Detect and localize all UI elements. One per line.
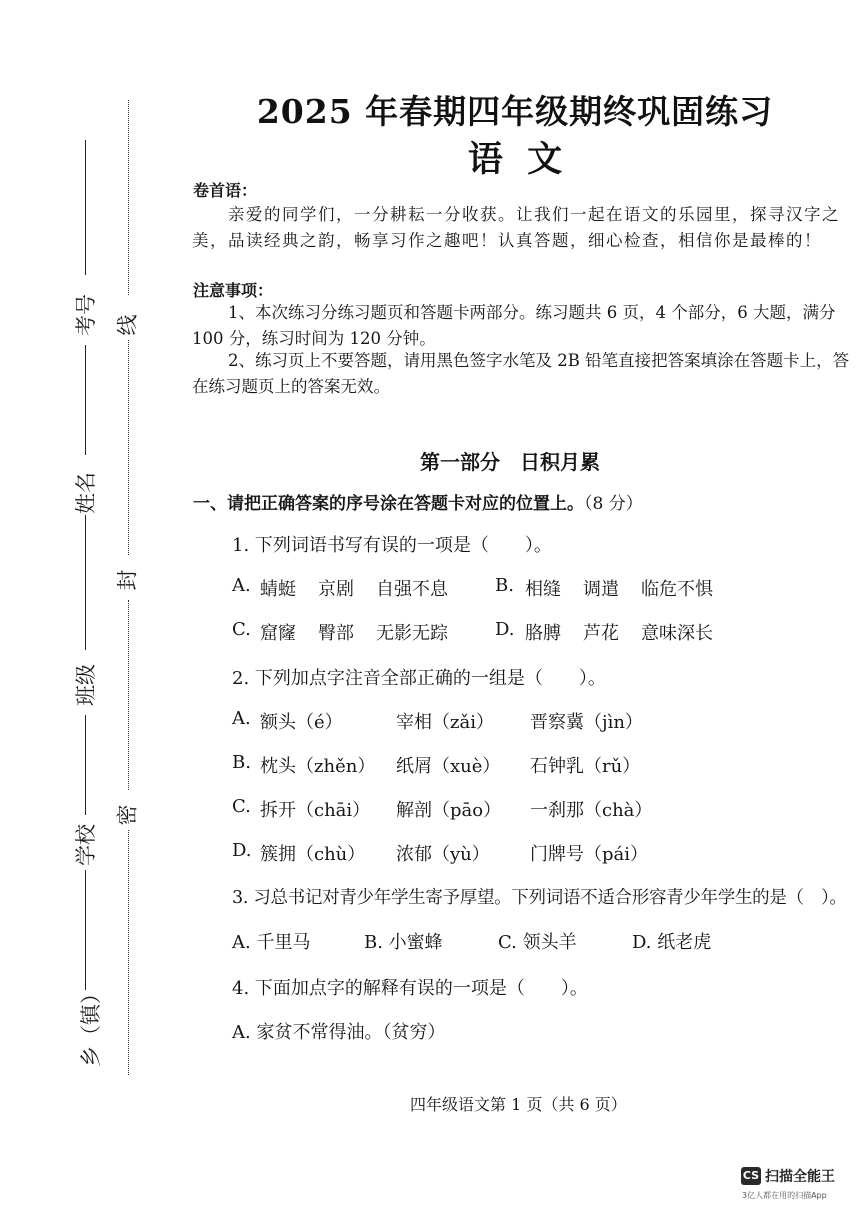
q2-c-item-2: 解剖（pāo） <box>396 800 502 821</box>
notes-item-1: 1、本次练习分练习题页和答题卡两部分。练习题共 6 页，4 个部分，6 大题，满分 100 分，练习时间为 120 分钟。 <box>192 303 836 348</box>
q4-option-a: A. 家贫不常得油。（贫穷） <box>232 1022 446 1043</box>
q1-a-word-1: 蜻蜓 <box>260 579 296 600</box>
scanner-app-name: 扫描全能王 <box>765 1169 835 1185</box>
binding-dotted-line-2 <box>128 340 129 555</box>
preface-label: 卷首语： <box>193 181 258 200</box>
binding-label-town: 乡（镇） <box>79 983 103 1067</box>
q2-d-item-2: 浓郁（yù） <box>396 844 490 865</box>
q1-b-letter: B. <box>495 575 514 596</box>
q2-b-letter: B. <box>232 752 251 773</box>
q1-b-word-3: 临危不惧 <box>641 579 713 600</box>
preface-text: 亲爱的同学们，一分耕耘一分收获。让我们一起在语文的乐园里，探寻汉字之美，品读经典之韵，畅享习作之趣吧！认真答题，细心检查，相信你是最棒的！ <box>192 205 840 250</box>
q2-d-item-1: 簇拥（chù） <box>260 844 366 865</box>
q2-a-item-2: 宰相（zǎi） <box>396 712 494 733</box>
q2-b-item-1: 枕头（zhěn） <box>260 756 376 777</box>
q2-b-item-2: 纸屑（xuè） <box>396 756 501 777</box>
q2-a-item-3: 晋察冀（jìn） <box>530 712 643 733</box>
q2-stem: 2. 下列加点字注音全部正确的一组是（ ）。 <box>232 668 606 689</box>
q1-c-word-3: 无影无踪 <box>376 623 448 644</box>
q1-d-letter: D. <box>495 619 515 640</box>
q1-b-word-2: 调遣 <box>583 579 619 600</box>
question-group-points: （8 分） <box>584 494 643 514</box>
q1-a-letter: A. <box>232 575 251 596</box>
binding-label-line: 线 <box>115 314 140 336</box>
binding-line-school-top <box>85 715 86 815</box>
binding-line-town-top <box>85 870 86 990</box>
q3-option-a: A. 千里马 <box>232 932 311 953</box>
page-footer: 四年级语文第 1 页（共 6 页） <box>410 1095 627 1114</box>
question-group-heading <box>193 489 643 514</box>
binding-label-name: 姓名 <box>74 472 98 514</box>
q1-a-word-2: 京剧 <box>318 579 354 600</box>
q1-c-word-2: 臀部 <box>318 623 354 644</box>
scanner-tagline: 3亿人都在用的扫描App <box>742 1191 827 1200</box>
q1-stem: 1. 下列词语书写有误的一项是（ ）。 <box>232 535 552 556</box>
q4-stem: 4. 下面加点字的解释有误的一项是（ ）。 <box>232 978 588 999</box>
q1-d-word-1: 胳膊 <box>525 623 561 644</box>
q2-a-item-1: 额头（é） <box>260 712 343 733</box>
section-title: 第一部分 日积月累 <box>420 450 600 474</box>
paper-subject: 语 文 <box>467 139 563 180</box>
binding-label-class: 班级 <box>74 664 98 706</box>
q3-stem: 3. 习总书记对青少年学生寄予厚望。下列词语不适合形容青少年学生的是（ ）。 <box>232 888 847 908</box>
q2-a-letter: A. <box>232 708 251 729</box>
binding-line-exam-no <box>85 140 86 275</box>
notes-item-2: 2、练习页上不要答题，请用黑色签字水笔及 2B 铅笔直接把答案填涂在答题卡上，答在练习题页上的答案无效。 <box>192 351 850 396</box>
binding-label-seal: 封 <box>115 569 140 591</box>
binding-dotted-line-4 <box>128 830 129 1075</box>
q2-b-item-3: 石钟乳（rǔ） <box>530 756 641 777</box>
scanner-logo-icon: CS <box>741 1167 761 1185</box>
q1-c-word-1: 窟窿 <box>260 623 296 644</box>
q1-a-word-3: 自强不息 <box>376 579 448 600</box>
q2-c-item-1: 拆开（chāi） <box>260 800 371 821</box>
q2-c-item-3: 一刹那（chà） <box>530 800 653 821</box>
q1-d-word-2: 芦花 <box>583 623 619 644</box>
q3-option-d: D. 纸老虎 <box>632 932 712 953</box>
question-group-text: 一、请把正确答案的序号涂在答题卡对应的位置上。 <box>193 494 584 514</box>
paper-title: 2025 年春期四年级期终巩固练习 <box>256 92 774 131</box>
q1-d-word-3: 意味深长 <box>641 623 713 644</box>
q3-option-c: C. 领头羊 <box>498 932 577 953</box>
q2-d-item-3: 门牌号（pái） <box>530 844 649 865</box>
q1-c-letter: C. <box>232 619 251 640</box>
binding-label-secret: 密 <box>115 804 140 826</box>
binding-dotted-line-3 <box>128 600 129 790</box>
binding-line-name-top <box>85 345 86 455</box>
binding-label-school: 学校 <box>74 824 98 866</box>
binding-line-class-top <box>85 515 86 650</box>
q2-d-letter: D. <box>232 840 252 861</box>
notes-label: 注意事项： <box>193 281 274 300</box>
binding-label-exam-no: 考号 <box>74 294 98 336</box>
q2-c-letter: C. <box>232 796 251 817</box>
q1-b-word-1: 相缝 <box>525 579 561 600</box>
binding-dotted-line-1 <box>128 100 129 295</box>
q3-option-b: B. 小蜜蜂 <box>364 932 443 953</box>
